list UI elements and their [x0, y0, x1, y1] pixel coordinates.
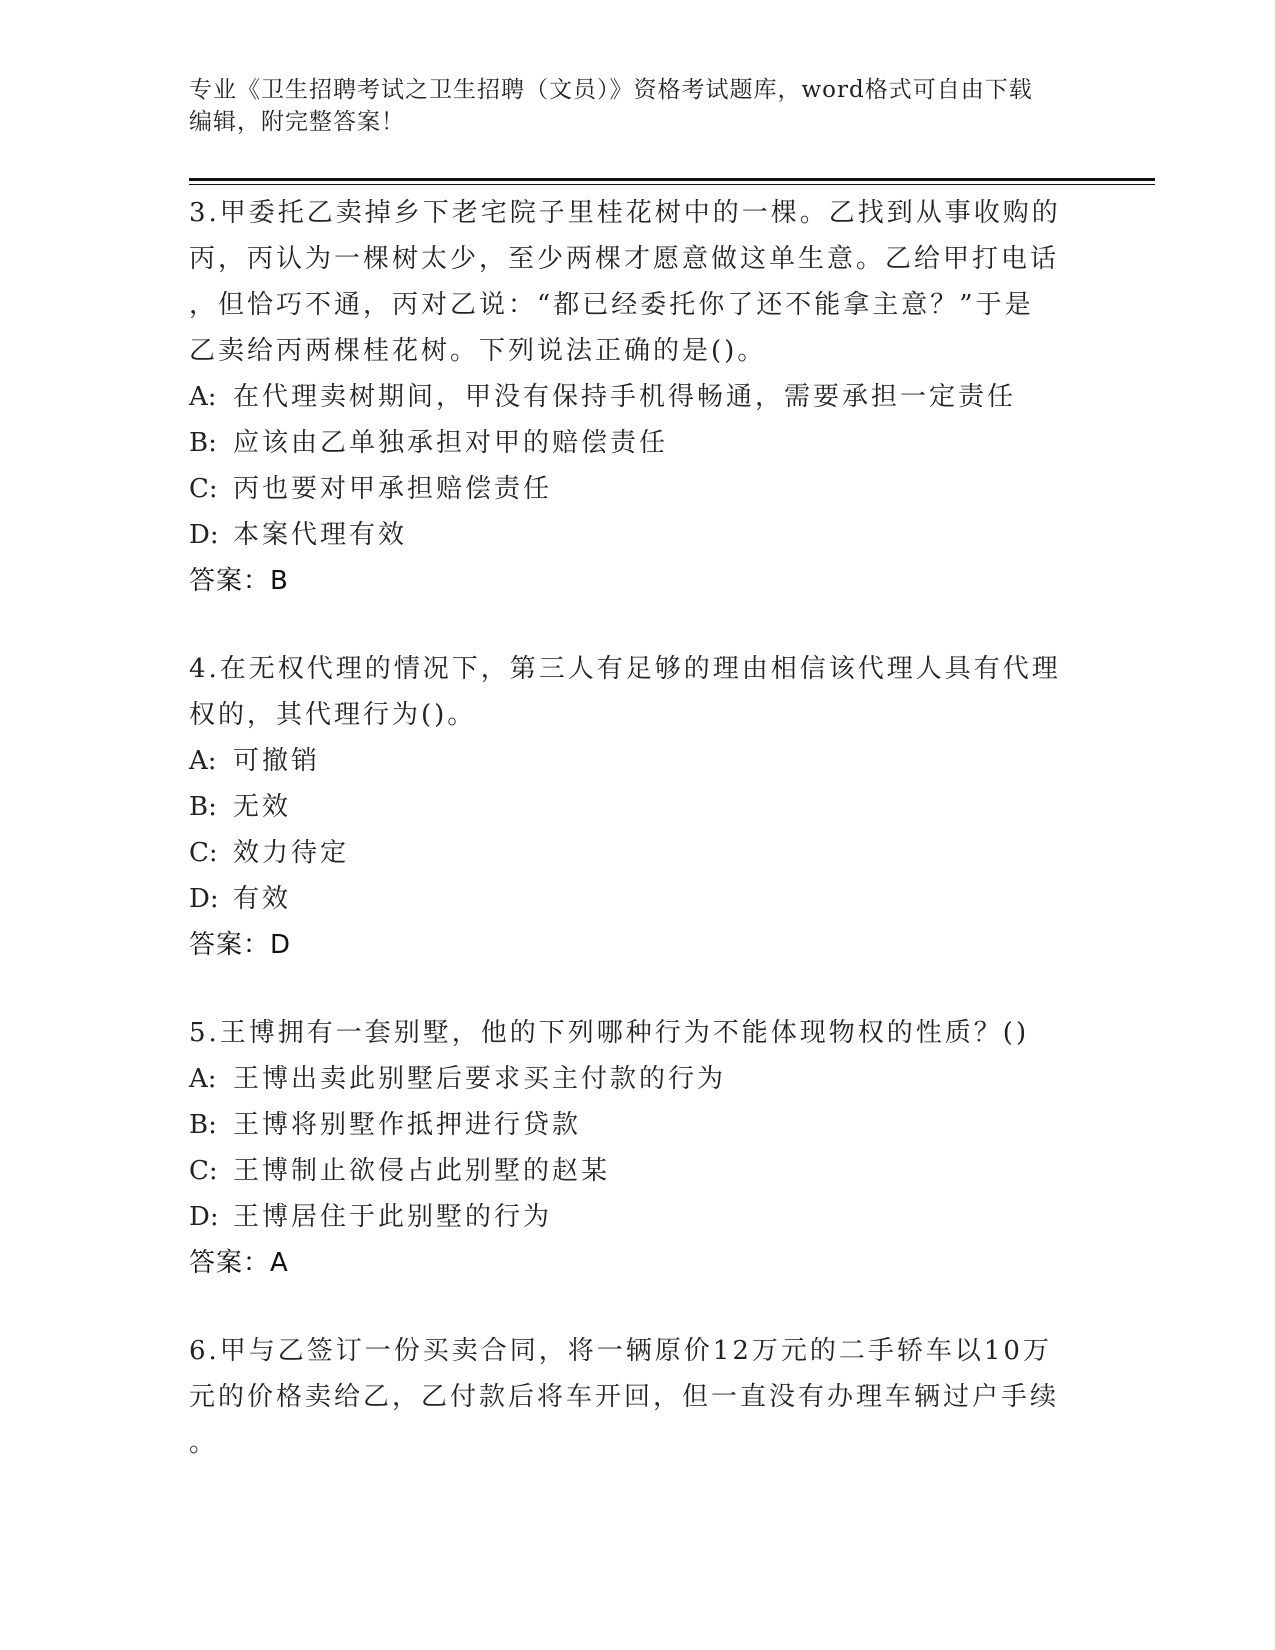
option-c	[189, 466, 1109, 512]
option-d	[189, 876, 1109, 922]
option-b	[189, 1102, 1109, 1148]
question-block	[189, 190, 1109, 604]
option-b	[189, 420, 1109, 466]
option-a	[189, 374, 1109, 420]
option-text: 无效	[233, 792, 292, 822]
option-key: D:	[189, 884, 219, 914]
header-line: 专业《卫生招聘考试之卫生招聘（文员）》资格考试题库，word格式可自由下载	[189, 77, 1033, 103]
header-line: 编辑，附完整答案！	[189, 109, 405, 135]
option-key: B:	[189, 792, 217, 822]
question-stem-line: 权的，其代理行为()。	[189, 700, 477, 730]
option-d	[189, 1194, 1109, 1240]
option-text: 王博居住于此别墅的行为	[233, 1202, 553, 1232]
question-stem-line: ，但恰巧不通，丙对乙说：“都已经委托你了还不能拿主意？”于是	[189, 290, 1034, 320]
option-key: A:	[189, 382, 217, 412]
answer-line: 答案：D	[189, 930, 292, 960]
answer-line: 答案：A	[189, 1248, 289, 1278]
option-b	[189, 784, 1109, 830]
question-stem-line: 3.甲委托乙卖掉乡下老宅院子里桂花树中的一棵。乙找到从事收购的	[189, 198, 1061, 228]
document-header	[189, 74, 1089, 138]
option-c	[189, 1148, 1109, 1194]
option-text: 本案代理有效	[233, 520, 408, 550]
header-divider	[189, 178, 1155, 181]
question-stem-line: 乙卖给丙两棵桂花树。下列说法正确的是()。	[189, 336, 767, 366]
question-stem-line: 5.王博拥有一套别墅，他的下列哪种行为不能体现物权的性质？()	[189, 1018, 1030, 1048]
answer-line: 答案：B	[189, 566, 289, 596]
option-a	[189, 1056, 1109, 1102]
question-stem-line: 4.在无权代理的情况下，第三人有足够的理由相信该代理人具有代理	[189, 654, 1061, 684]
question-stem-line: 丙，丙认为一棵树太少，至少两棵才愿意做这单生意。乙给甲打电话	[189, 244, 1060, 274]
option-key: B:	[189, 428, 217, 458]
question-block	[189, 1010, 1109, 1286]
option-key: B:	[189, 1110, 217, 1140]
option-a	[189, 738, 1109, 784]
question-block	[189, 646, 1109, 968]
option-text: 应该由乙单独承担对甲的赔偿责任	[233, 428, 669, 458]
option-c	[189, 830, 1109, 876]
option-key: D:	[189, 520, 219, 550]
option-text: 王博将别墅作抵押进行贷款	[233, 1110, 582, 1140]
option-text: 丙也要对甲承担赔偿责任	[233, 474, 553, 504]
option-key: C:	[189, 838, 218, 868]
header-divider-thin	[189, 184, 1155, 185]
option-key: A:	[189, 1064, 217, 1094]
option-key: D:	[189, 1202, 219, 1232]
option-text: 在代理卖树期间，甲没有保持手机得畅通，需要承担一定责任	[233, 382, 1017, 412]
option-key: C:	[189, 1156, 218, 1186]
option-key: A:	[189, 746, 217, 776]
option-key: C:	[189, 474, 218, 504]
question-block	[189, 1328, 1109, 1466]
option-text: 王博制止欲侵占此别墅的赵某	[233, 1156, 611, 1186]
option-text: 可撤销	[233, 746, 321, 776]
option-text: 王博出卖此别墅后要求买主付款的行为	[233, 1064, 727, 1094]
option-text: 有效	[233, 884, 292, 914]
option-d	[189, 512, 1109, 558]
question-stem-line: 。	[189, 1428, 219, 1458]
question-stem-line: 元的价格卖给乙，乙付款后将车开回，但一直没有办理车辆过户手续	[189, 1382, 1060, 1412]
question-stem-line: 6.甲与乙签订一份买卖合同，将一辆原价12万元的二手轿车以10万	[189, 1336, 1052, 1366]
option-text: 效力待定	[233, 838, 350, 868]
